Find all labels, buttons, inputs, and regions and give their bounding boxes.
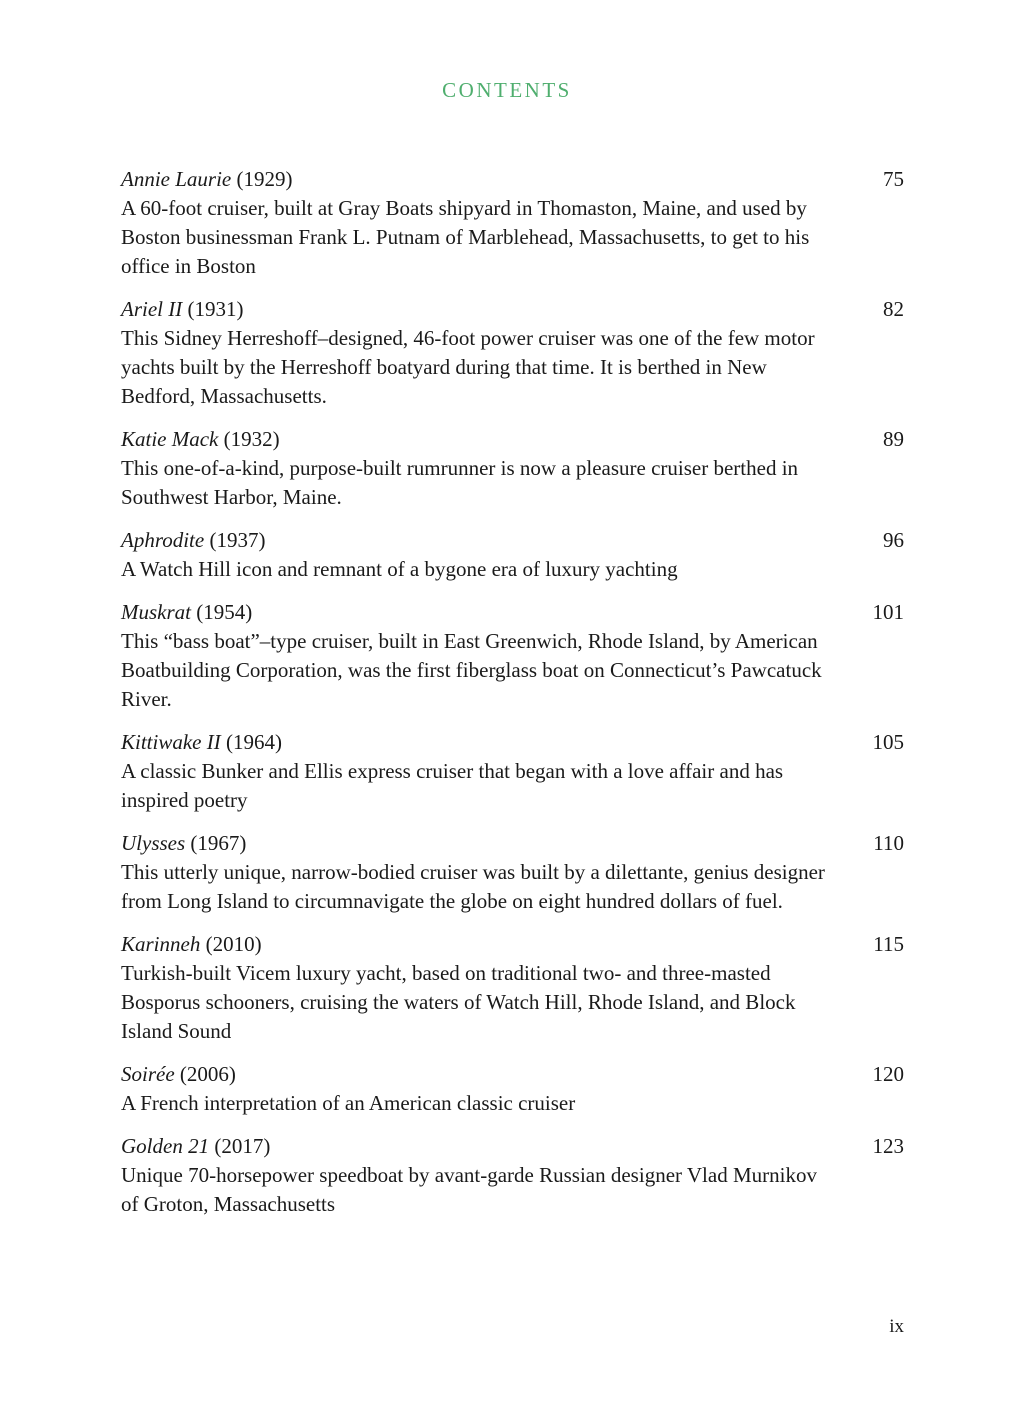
contents-entry xyxy=(121,829,904,916)
entry-heading xyxy=(121,526,265,555)
boat-name: Aphrodite xyxy=(121,528,205,552)
page-number: 101 xyxy=(872,600,904,624)
entry-title-row xyxy=(121,728,904,757)
entry-title-row xyxy=(121,425,904,454)
entry-heading xyxy=(121,1132,270,1161)
entry-heading xyxy=(121,1060,236,1089)
boat-year: (1932) xyxy=(223,427,280,451)
boat-name: Ariel II xyxy=(121,297,183,321)
contents-entry xyxy=(121,930,904,1046)
entry-heading xyxy=(121,598,252,627)
entry-title-row xyxy=(121,295,904,324)
boat-name: Soirée xyxy=(121,1062,175,1086)
page-number: 89 xyxy=(883,427,904,451)
entry-description: A classic Bunker and Ellis express cruiser that began with a love affair and has inspired poetry xyxy=(121,759,784,812)
entry-description: This one-of-a-kind, purpose-built rumrunner is now a pleasure cruiser berthed in Southwest Harbor, Maine. xyxy=(121,456,799,509)
boat-name: Katie Mack xyxy=(121,427,219,451)
contents-heading: CONTENTS xyxy=(442,78,572,102)
entry-description: A Watch Hill icon and remnant of a bygone era of luxury yachting xyxy=(121,557,678,581)
entry-title-row xyxy=(121,1132,904,1161)
entry-heading xyxy=(121,425,280,454)
entry-description: Turkish-built Vicem luxury yacht, based on traditional two- and three-masted Bosporus schooners, cruising the waters of Watch Hill, Rhode Island, and Block Island Sound xyxy=(121,961,796,1043)
entry-description: A French interpretation of an American classic cruiser xyxy=(121,1091,576,1115)
boat-name: Kittiwake II xyxy=(121,730,221,754)
entry-heading xyxy=(121,728,282,757)
entry-heading xyxy=(121,930,262,959)
boat-year: (2017) xyxy=(214,1134,271,1158)
entry-heading xyxy=(121,295,243,324)
boat-year: (1937) xyxy=(209,528,266,552)
contents-entry xyxy=(121,1132,904,1219)
boat-year: (1931) xyxy=(187,297,244,321)
page-number: 82 xyxy=(883,297,904,321)
contents-entry xyxy=(121,728,904,815)
entry-heading xyxy=(121,829,246,858)
contents-entry xyxy=(121,598,904,714)
page-number: 105 xyxy=(872,730,904,754)
boat-year: (2010) xyxy=(205,932,262,956)
boat-name: Golden 21 xyxy=(121,1134,210,1158)
entry-description: Unique 70-horsepower speedboat by avant-garde Russian designer Vlad Murnikov of Groton, Massachusetts xyxy=(121,1163,817,1216)
page-number: 96 xyxy=(883,528,904,552)
contents-entry xyxy=(121,165,904,281)
boat-name: Annie Laurie xyxy=(121,167,232,191)
boat-year: (2006) xyxy=(179,1062,236,1086)
entry-title-row xyxy=(121,526,904,555)
contents-entry xyxy=(121,425,904,512)
page-number: 120 xyxy=(872,1062,904,1086)
page-number: 75 xyxy=(883,167,904,191)
entry-description: This Sidney Herreshoff–designed, 46-foot power cruiser was one of the few motor yachts built by the Herreshoff boatyard during that time. It is berthed in New Bedford, Massachusetts. xyxy=(121,326,815,408)
contents-list xyxy=(121,165,904,1233)
contents-entry xyxy=(121,295,904,411)
boat-year: (1954) xyxy=(196,600,253,624)
entry-title-row xyxy=(121,930,904,959)
boat-year: (1929) xyxy=(236,167,293,191)
page-number: 110 xyxy=(873,831,904,855)
contents-entry xyxy=(121,1060,904,1118)
entry-title-row xyxy=(121,1060,904,1089)
page-number: 115 xyxy=(873,932,904,956)
boat-year: (1964) xyxy=(225,730,282,754)
contents-entry xyxy=(121,526,904,584)
boat-year: (1967) xyxy=(190,831,247,855)
boat-name: Muskrat xyxy=(121,600,191,624)
entry-title-row xyxy=(121,165,904,194)
page-number: 123 xyxy=(872,1134,904,1158)
boat-name: Karinneh xyxy=(121,932,201,956)
entry-title-row xyxy=(121,829,904,858)
boat-name: Ulysses xyxy=(121,831,186,855)
entry-title-row xyxy=(121,598,904,627)
entry-heading xyxy=(121,165,293,194)
entry-description: This “bass boat”–type cruiser, built in East Greenwich, Rhode Island, by American Boatbuilding Corporation, was the first fiberglass boat on Connecticut’s Pawcatuck River. xyxy=(121,629,822,711)
entry-description: A 60-foot cruiser, built at Gray Boats shipyard in Thomaston, Maine, and used by Boston businessman Frank L. Putnam of Marblehead, Massachusetts, to get to his office in Boston xyxy=(121,196,810,278)
folio-page-number: ix xyxy=(889,1316,904,1337)
entry-description: This utterly unique, narrow-bodied cruiser was built by a dilettante, genius designer from Long Island to circumnavigate the globe on eight hundred dollars of fuel. xyxy=(121,860,825,913)
